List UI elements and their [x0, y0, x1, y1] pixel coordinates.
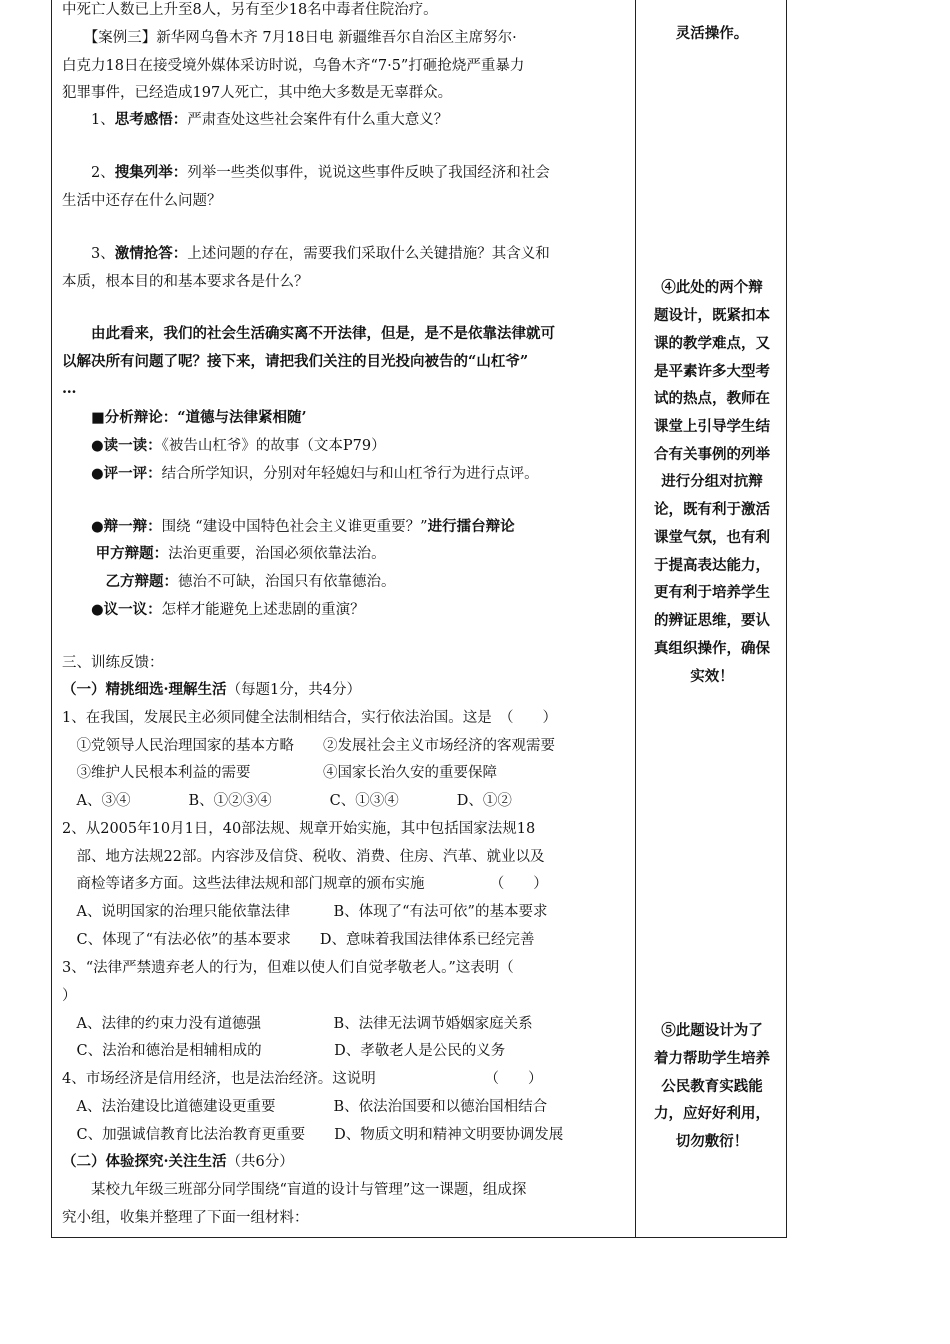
debate-text: 法治更重要，治国必须依靠法治。: [168, 546, 386, 562]
section-heading: ■分析辩论：“道德与法律紧相随’: [62, 409, 307, 426]
activity-prefix: [62, 602, 91, 618]
column-divider: [635, 0, 636, 1238]
side-note-line: 论，既有利于激活: [654, 501, 770, 518]
subsection-title: 体验探究·关注生活: [105, 1153, 227, 1170]
text-line: 【案例三】新华网乌鲁木齐 7月18日电 新疆维吾尔自治区主席努尔·: [62, 30, 517, 46]
exercise-line: C、加强诚信教育比法治教育更重要 D、物质文明和精神文明要协调发展: [62, 1127, 564, 1143]
transition-text: 以解决所有问题了呢？接下来，请把我们关注的目光投向被告的“山杠爷”: [62, 353, 529, 370]
text-line: 生活中还存在什么问题？: [62, 193, 222, 209]
exercise-line: C、体现了“有法必依”的基本要求 D、意味着我国法律体系已经完善: [62, 932, 535, 948]
subsection-title: 精挑细选·理解生活: [105, 681, 227, 698]
activity-prefix: [62, 466, 91, 482]
side-note-line: 合有关事例的列举: [654, 446, 770, 463]
subsection-heading: [62, 1152, 294, 1172]
side-note-line: 更有利于培养学生: [654, 584, 770, 601]
side-note-line: 于提高表达能力，: [654, 557, 770, 574]
text-line: 中死亡人数已上升至8人，另有至少18名中毒者住院治疗。: [62, 2, 438, 18]
side-note-line: 是平素许多大型考: [654, 363, 770, 380]
side-note-line: 课堂气氛，也有利: [654, 529, 770, 546]
activity-line: [62, 517, 515, 537]
debate-prefix: [62, 546, 96, 562]
activity-label: ●评一评：: [91, 465, 162, 482]
question-line: [62, 110, 448, 130]
activity-line: [62, 464, 539, 484]
text-line: 某校九年级三班部分同学围绕“盲道的设计与管理”这一课题，组成探: [62, 1182, 527, 1198]
question-prefix: 1、: [62, 112, 115, 128]
activity-text: 《被告山杠爷》的故事（文本P79）: [161, 438, 386, 454]
activity-text: 围绕 “建设中国特色社会主义谁更重要？”: [161, 519, 428, 535]
activity-suffix: 进行擂台辩论: [427, 518, 515, 535]
question-label: 思考感悟：: [114, 111, 188, 128]
text-line: 犯罪事件，已经造成197人死亡，其中绝大多数是无辜群众。: [62, 85, 453, 101]
exercise-line: A、法律的约束力没有道德强 B、法律无法调节婚姻家庭关系: [62, 1016, 533, 1032]
subsection-prefix: （二）: [62, 1153, 106, 1170]
side-note-line: 公民教育实践能: [661, 1078, 763, 1095]
side-note-line: 灵活操作。: [675, 25, 749, 42]
activity-text: 结合所学知识，分别对年轻媳妇与和山杠爷行为进行点评。: [161, 466, 539, 482]
side-note-line: ④此处的两个辩: [661, 279, 763, 296]
debate-label: 乙方辩题：: [105, 573, 178, 590]
side-note-line: 切勿敷衍！: [675, 1133, 749, 1150]
side-note-line: 进行分组对抗辩: [661, 473, 763, 490]
debate-text: 德治不可缺，治国只有依靠德治。: [178, 574, 396, 590]
side-note-line: 着力帮助学生培养: [654, 1050, 770, 1067]
question-text: 严肃查处这些社会案件有什么重大意义？: [187, 112, 449, 128]
exercise-line: ）: [62, 988, 77, 1004]
exercise-line: 2、从2005年10月1日，40部法规、规章开始实施，其中包括国家法规18: [62, 821, 536, 837]
text-line: 本质，根本目的和基本要求各是什么？: [62, 274, 309, 290]
exercise-line: C、法治和德治是相辅相成的 D、孝敬老人是公民的义务: [62, 1043, 506, 1059]
debate-label: 甲方辩题：: [95, 545, 169, 562]
question-label: 搜集列举：: [114, 164, 188, 181]
side-note-line: 的辨证思维，要认: [654, 612, 770, 629]
activity-line: [62, 436, 386, 456]
subsection-note: （共6分）: [226, 1154, 294, 1170]
question-line: [62, 244, 550, 264]
exercise-line: ①党领导人民治理国家的基本方略 ②发展社会主义市场经济的客观需要: [62, 738, 555, 754]
exercise-line: A、说明国家的治理只能依靠法律 B、体现了“有法可依”的基本要求: [62, 904, 548, 920]
exercise-line: 4、市场经济是信用经济，也是法治经济。这说明 （ ）: [62, 1071, 543, 1087]
exercise-line: A、③④ B、①②③④ C、①③④ D、①②: [62, 793, 512, 809]
question-text: 列举一些类似事件，说说这些事件反映了我国经济和社会: [187, 165, 550, 181]
text-line: 究小组，收集并整理了下面一组材料：: [62, 1210, 309, 1226]
activity-text: 怎样才能避免上述悲剧的重演？: [161, 602, 365, 618]
lesson-table: [51, 0, 787, 1238]
exercise-line: A、法治建设比道德建设更重要 B、依法治国要和以德治国相结合: [62, 1099, 548, 1115]
exercise-line: 1、在我国，发展民主必须同健全法制相结合，实行依法治国。这是 （ ）: [62, 710, 557, 726]
exercise-line: 商检等诸多方面。这些法律法规和部门规章的颁布实施 （ ）: [62, 876, 548, 892]
side-note-line: 课堂上引导学生结: [654, 418, 770, 435]
side-note-line: 力，应好好利用，: [654, 1105, 770, 1122]
question-line: [62, 163, 550, 183]
side-note-line: 试的热点，教师在: [654, 390, 770, 407]
activity-prefix: [62, 438, 91, 454]
debate-side-line: [62, 572, 396, 592]
side-note-line: 实效！: [690, 668, 734, 685]
debate-prefix: [62, 574, 106, 590]
question-label: 激情抢答：: [114, 245, 188, 262]
subsection-note: （每题1分，共4分）: [226, 682, 362, 698]
transition-text: …: [62, 380, 77, 397]
transition-text: 由此看来，我们的社会生活确实离不开法律，但是，是不是依靠法律就可: [62, 325, 555, 342]
question-prefix: 2、: [62, 165, 115, 181]
side-note-line: 题设计，既紧扣本: [654, 307, 770, 324]
question-text: 上述问题的存在，需要我们采取什么关键措施？其含义和: [187, 246, 550, 262]
activity-label: ●议一议：: [91, 601, 162, 618]
subsection-prefix: （一）: [62, 681, 106, 698]
text-line: 白克力18日在接受境外媒体采访时说，乌鲁木齐“7·5”打砸抢烧严重暴力: [62, 58, 525, 74]
exercise-line: ③维护人民根本利益的需要 ④国家长治久安的重要保障: [62, 765, 497, 781]
activity-label: ●辩一辩：: [91, 518, 162, 535]
activity-prefix: [62, 519, 91, 535]
section-heading: 三、训练反馈：: [62, 655, 164, 671]
side-note-line: 真组织操作，确保: [654, 640, 770, 657]
activity-label: ●读一读：: [91, 437, 162, 454]
side-note-line: ⑤此题设计为了: [661, 1022, 763, 1039]
activity-line: [62, 600, 365, 620]
exercise-line: 部、地方法规22部。内容涉及信贷、税收、消费、住房、汽革、就业以及: [62, 849, 545, 865]
question-prefix: 3、: [62, 246, 115, 262]
subsection-heading: [62, 680, 361, 700]
exercise-line: 3、“法律严禁遗弃老人的行为，但难以使人们自觉孝敬老人。”这表明（: [62, 960, 514, 976]
side-note-line: 课的教学难点，又: [654, 335, 770, 352]
debate-side-line: [62, 544, 386, 564]
